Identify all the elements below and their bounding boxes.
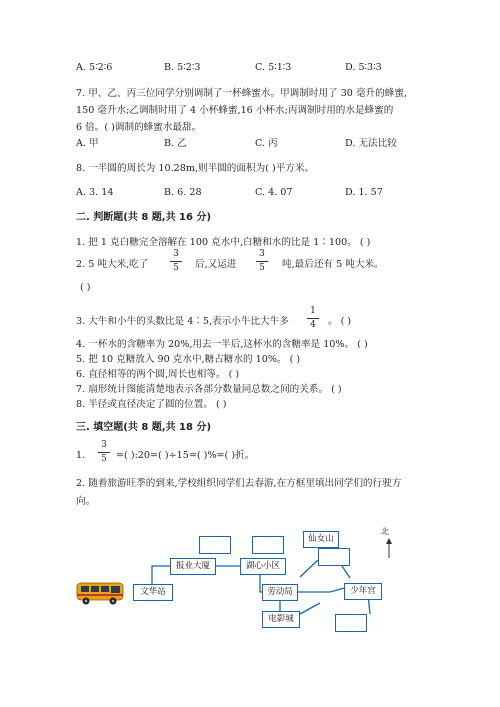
route-line xyxy=(330,548,350,578)
q8-text: 8. 一半圆的周长为 10.28m,则半圆的面积为( )平方米。 xyxy=(76,163,315,174)
answer-box-4[interactable] xyxy=(335,614,367,632)
place-wenhua: 文华站 xyxy=(133,584,173,601)
fraction-denominator: 5 xyxy=(259,263,265,273)
fraction-numerator: 1 xyxy=(310,306,316,316)
s3-q1-num: 1. xyxy=(76,450,86,461)
q8-option-a: A. 3. 14 xyxy=(76,187,114,198)
north-label: 北 xyxy=(381,527,389,536)
q7-option-d: D. 无法比较 xyxy=(345,138,397,149)
fraction-bar xyxy=(98,452,110,453)
q6-option-b: B. 5∶2∶3 xyxy=(164,62,201,73)
fraction-denominator: 5 xyxy=(101,454,107,464)
fraction-bar xyxy=(256,261,268,262)
q8-option-d: D. 1. 57 xyxy=(345,187,383,198)
answer-box-1[interactable] xyxy=(199,536,231,554)
place-dianying: 电影城 xyxy=(262,611,300,628)
s2-q4: 4. 一杯水的含糖率为 20%,用去一半后,这杯水的含糖率是 10%。 ( ) xyxy=(76,339,368,350)
s2-q2-fraction2 xyxy=(256,250,268,273)
fraction-bar xyxy=(170,261,182,262)
route-line xyxy=(248,566,262,592)
q7-line3: 6 倍。( )调制的蜂蜜水最甜。 xyxy=(76,122,202,133)
north-arrow-head xyxy=(386,538,392,544)
q8-option-b: B. 6. 28 xyxy=(164,187,202,198)
section3-title: 三. 填空题(共 8 题,共 18 分) xyxy=(76,422,212,433)
s2-q2-part2: 后,又运进 xyxy=(195,259,237,270)
q6-option-d: D. 5∶3∶3 xyxy=(345,62,382,73)
place-laodong: 劳动局 xyxy=(262,584,298,601)
route-line xyxy=(300,560,318,577)
s2-q5: 5. 把 10 克糖放入 90 克水中,糖占糖水的 10%。 ( ) xyxy=(76,354,301,365)
answer-box-2[interactable] xyxy=(252,536,284,554)
fraction-numerator: 3 xyxy=(173,249,179,259)
q7-option-c: C. 丙 xyxy=(255,138,278,149)
place-baoye: 报业大厦 xyxy=(170,558,216,575)
answer-box-3[interactable] xyxy=(318,548,350,566)
s2-q3-part1: 3. 大牛和小牛的头数比是 4∶5,表示小牛比大牛多 xyxy=(76,316,289,327)
place-huxin: 湖心小区 xyxy=(240,558,286,575)
s2-q3-fraction xyxy=(307,307,319,330)
q7-option-a: A. 甲 xyxy=(76,138,99,149)
q7-line2: 150 毫升水;乙调制时用了 4 小杯蜂蜜,16 小杯水;丙调制时用的水是蜂蜜的 xyxy=(76,105,394,116)
fraction-numerator: 3 xyxy=(101,440,107,450)
s2-q2-part3: 吨,最后还有 5 吨大米。 xyxy=(282,259,384,270)
section2-title: 二. 判断题(共 8 题,共 16 分) xyxy=(76,212,212,223)
s2-q3-part2: 。 ( ) xyxy=(328,316,352,327)
fraction-denominator: 5 xyxy=(173,263,179,273)
route-line xyxy=(300,603,320,614)
s2-q1: 1. 把 1 克白糖完全溶解在 100 克水中,白糖和水的比是 1∶100。 ( ) xyxy=(76,237,371,248)
q6-option-c: C. 5∶1∶3 xyxy=(255,62,292,73)
bus-icon xyxy=(75,580,127,606)
q7-line1: 7. 甲、乙、丙三位同学分别调制了一杯蜂蜜水。甲调制时用了 30 毫升的蜂蜜, xyxy=(76,88,407,99)
place-xiannv: 仙女山 xyxy=(303,531,339,548)
s3-q1-fraction xyxy=(98,441,110,464)
fraction-denominator: 4 xyxy=(310,320,316,330)
s2-q2-fraction1 xyxy=(170,250,182,273)
q6-option-a: A. 5∶2∶6 xyxy=(76,62,113,73)
route-line xyxy=(293,587,348,592)
place-shaonian: 少年宫 xyxy=(344,583,382,600)
s2-q6: 6. 直径相等的两个圆,周长也相等。 ( ) xyxy=(76,369,240,380)
fraction-numerator: 3 xyxy=(259,249,265,259)
s2-q7: 7. 扇形统计图能清楚地表示各部分数量同总数之间的关系。 ( ) xyxy=(76,384,342,395)
q8-option-c: C. 4. 07 xyxy=(255,187,293,198)
s2-q2-part1: 2. 5 吨大米,吃了 xyxy=(76,259,149,270)
s2-q8: 8. 半径或直径决定了圆的位置。 ( ) xyxy=(76,399,227,410)
fraction-bar xyxy=(307,318,319,319)
s2-q2-paren: ( ) xyxy=(80,282,91,293)
s3-q1-rest: =( ):20=( )÷15=( )%=( )折。 xyxy=(116,450,255,461)
route-line xyxy=(135,566,170,592)
route-line xyxy=(368,595,370,614)
s3-q2-line2: 向。 xyxy=(76,496,96,507)
s3-q2-line1: 2. 随着旅游旺季的到来,学校组织同学们去春游,在方框里填出同学们的行驶方 xyxy=(76,478,402,489)
q7-option-b: B. 乙 xyxy=(164,138,187,149)
